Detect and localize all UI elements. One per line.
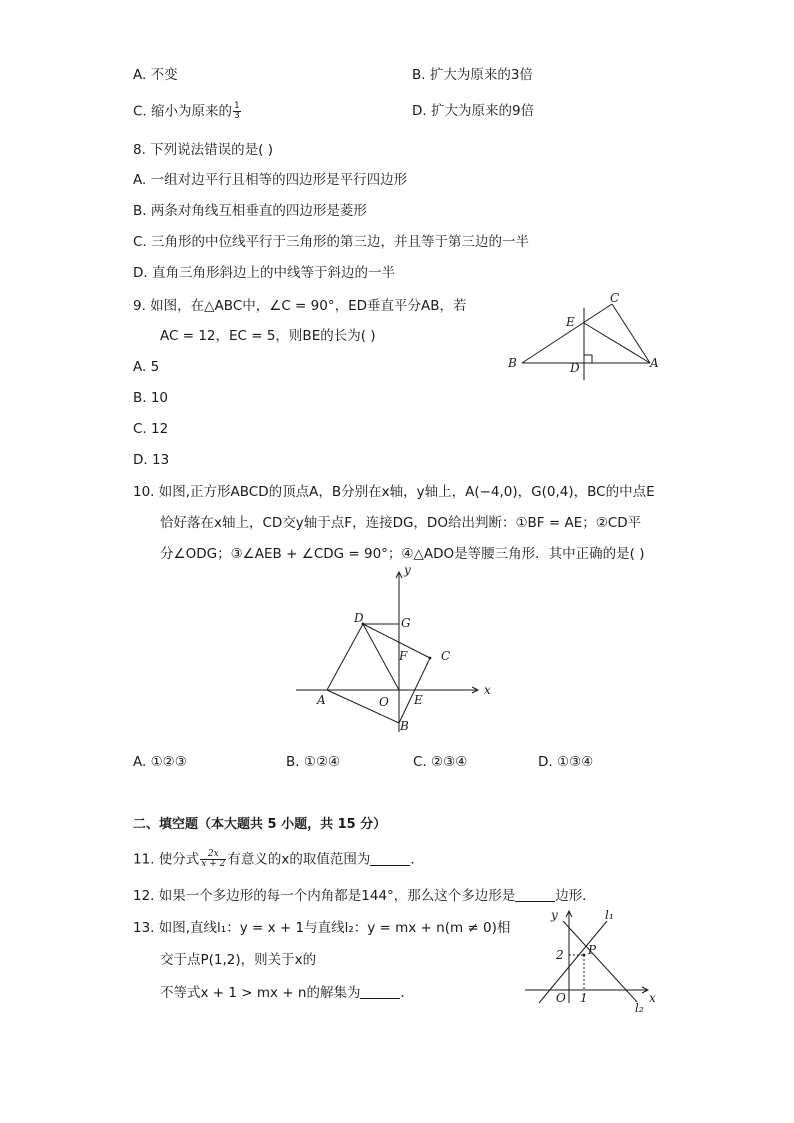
q10-stem-line2: 恰好落在x轴上，CD交y轴于点F，连接DG，DO给出判断：①BF = AE；②CD平 xyxy=(160,515,642,531)
line-l1 xyxy=(539,921,607,1003)
q13-lines-figure xyxy=(525,905,665,1015)
q10-stem-line1: 10. 如图,正方形ABCD的顶点A，B分别在x轴，y轴上，A(−4,0)，G(0,4)，BC的中点E xyxy=(133,484,655,500)
q8-option-b: B. 两条对角线互相垂直的四边形是菱形 xyxy=(133,203,367,219)
q7-option-c-text: C. 缩小为原来的 xyxy=(133,103,233,120)
segment-bc xyxy=(522,304,612,363)
label-a: A xyxy=(317,693,326,707)
label-l1: l₁ xyxy=(605,908,614,922)
label-g: G xyxy=(401,616,411,630)
label-d: D xyxy=(354,611,364,625)
q7-option-d: D. 扩大为原来的9倍 xyxy=(412,103,535,119)
q11 xyxy=(133,850,424,869)
label-a: A xyxy=(650,356,659,370)
q8-option-a: A. 一组对边平行且相等的四边形是平行四边形 xyxy=(133,172,408,188)
label-x: x xyxy=(649,991,656,1005)
side-ad xyxy=(327,624,363,690)
label-1: 1 xyxy=(580,991,588,1005)
fraction-numerator: 1 xyxy=(234,101,240,111)
point-p-dot xyxy=(583,954,586,957)
segment-ea xyxy=(584,323,650,363)
label-o: O xyxy=(379,695,389,709)
q9-option-d: D. 13 xyxy=(133,452,170,468)
q13-line3-text: 不等式x + 1 > mx + n的解集为 xyxy=(160,985,361,1001)
q7-option-b: B. 扩大为原来的3倍 xyxy=(412,67,533,83)
q13-line1: 13. 如图,直线l₁：y = x + 1与直线l₂：y = mx + n(m ≠ 0)相 xyxy=(133,920,511,936)
point-c-dot xyxy=(429,657,432,660)
q8-option-d: D. 直角三角形斜边上的中线等于斜边的一半 xyxy=(133,265,395,281)
label-f: F xyxy=(399,649,408,663)
q8-option-c: C. 三角形的中位线平行于三角形的第三边，并且等于第三边的一半 xyxy=(133,234,530,250)
label-o: O xyxy=(556,991,566,1005)
label-d: D xyxy=(570,361,580,375)
fraction-numerator: 2x xyxy=(200,850,226,860)
side-dc xyxy=(363,624,430,658)
fraction-denominator: 3 xyxy=(234,111,240,121)
q10-option-c: C. ②③④ xyxy=(413,754,468,770)
q11-end: ． xyxy=(410,851,424,868)
q10-option-a: A. ①②③ xyxy=(133,754,187,770)
label-x: x xyxy=(484,683,491,697)
segment-ca xyxy=(612,304,650,363)
label-y: y xyxy=(404,564,411,577)
label-2: 2 xyxy=(556,948,564,962)
label-e: E xyxy=(414,693,423,707)
q9-stem-line1: 9. 如图，在△ABC中，∠C = 90°，ED垂直平分AB，若 xyxy=(133,298,467,314)
label-y: y xyxy=(551,908,558,922)
q8-stem: 8. 下列说法错误的是( ) xyxy=(133,142,273,158)
q7-option-c xyxy=(133,102,242,121)
q12-answer-blank xyxy=(515,888,555,902)
q13-line3 xyxy=(160,984,414,1002)
q10-option-d: D. ①③④ xyxy=(538,754,594,770)
q11-prefix: 11. 使分式 xyxy=(133,851,200,868)
q9-option-a: A. 5 xyxy=(133,359,160,375)
q9-triangle-figure xyxy=(500,288,670,380)
q11-answer-blank xyxy=(370,852,410,866)
q11-fraction xyxy=(200,850,226,869)
label-p: P xyxy=(588,943,597,957)
q12-suffix: 边形． xyxy=(555,888,596,904)
q12 xyxy=(133,887,596,905)
label-b: B xyxy=(400,719,409,733)
q10-square-figure xyxy=(290,564,500,739)
q12-prefix: 12. 如果一个多边形的每一个内角都是144°，那么这个多边形是 xyxy=(133,888,516,904)
label-c: C xyxy=(610,291,620,305)
right-angle-mark xyxy=(584,355,592,363)
segment-do xyxy=(363,624,399,690)
q9-option-b: B. 10 xyxy=(133,390,169,406)
q10-stem-line3: 分∠ODG；③∠AEB + ∠CDG = 90°；④△ADO是等腰三角形．其中正确的是( ) xyxy=(160,546,645,562)
label-c: C xyxy=(441,649,451,663)
q13-answer-blank xyxy=(360,985,400,999)
label-l2: l₂ xyxy=(635,1001,644,1015)
section-heading: 二、填空题（本大题共 5 小题，共 15 分） xyxy=(133,817,387,832)
q13-line3-end: ． xyxy=(400,985,414,1001)
q13-line2: 交于点P(1,2)，则关于x的 xyxy=(160,952,317,968)
q11-suffix: 有意义的x的取值范围为 xyxy=(227,851,371,868)
fraction-denominator: x + 2 xyxy=(201,859,226,869)
label-b: B xyxy=(508,356,517,370)
q9-stem-line2: AC = 12，EC = 5，则BE的长为( ) xyxy=(160,328,376,344)
label-e: E xyxy=(566,315,575,329)
q10-option-b: B. ①②④ xyxy=(286,754,341,770)
q9-option-c: C. 12 xyxy=(133,421,169,437)
q7-option-a: A. 不变 xyxy=(133,67,178,83)
q7-option-c-fraction xyxy=(233,102,241,121)
